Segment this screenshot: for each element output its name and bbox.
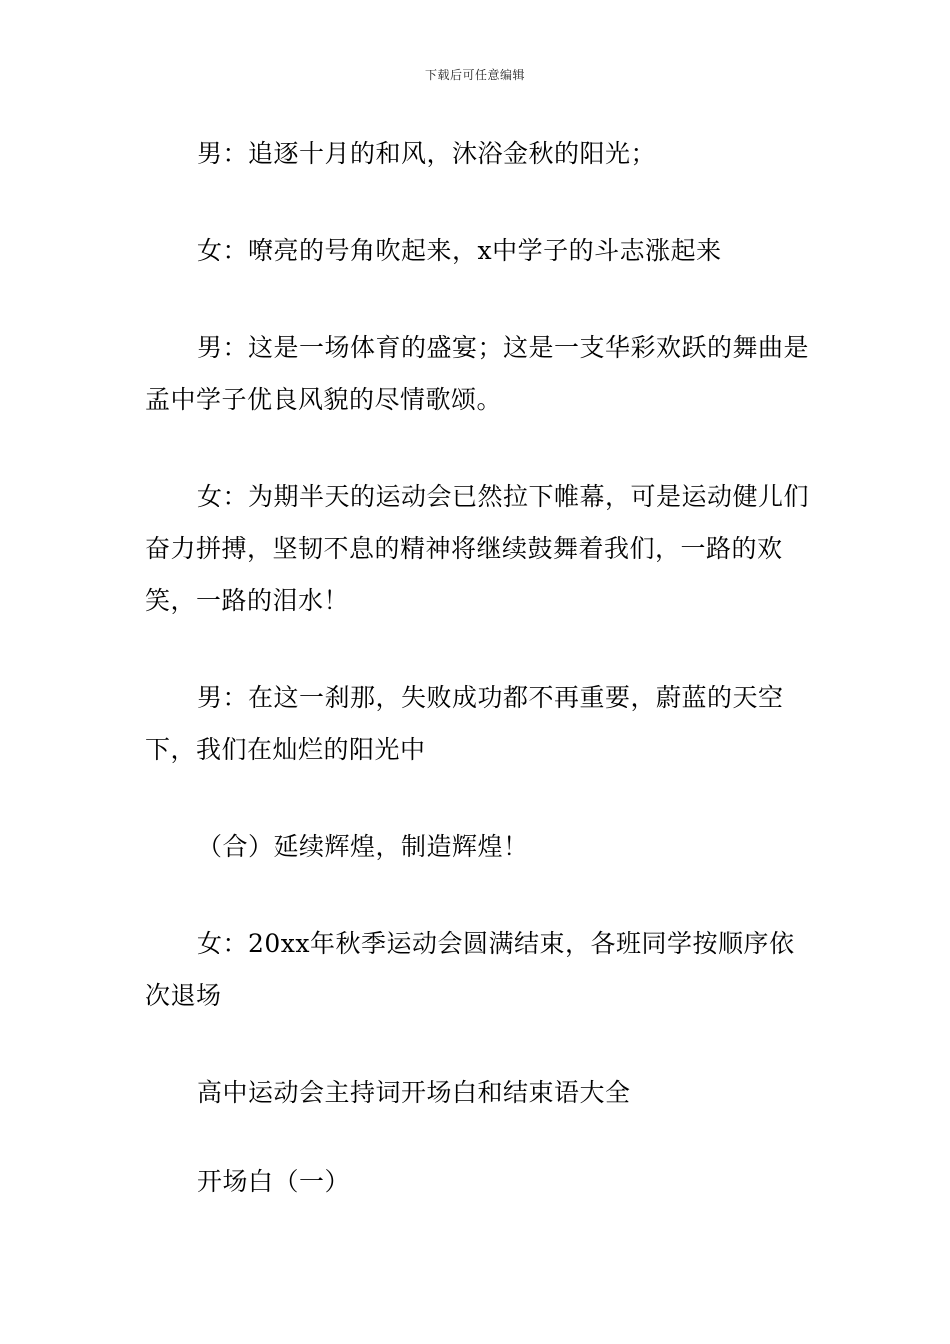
document-body — [145, 128, 810, 1208]
paragraph-4: 女：为期半天的运动会已然拉下帷幕，可是运动健儿们奋力拼搏，坚韧不息的精神将继续鼓舞着我们，一路的欢笑，一路的泪水！ — [145, 482, 810, 615]
paragraph-5: 男：在这一刹那，失败成功都不再重要，蔚蓝的天空下，我们在灿烂的阳光中 — [145, 683, 784, 764]
paragraph-3: 男：这是一场体育的盛宴；这是一支华彩欢跃的舞曲是孟中学子优良风貌的尽情歌颂。 — [145, 333, 810, 414]
paragraph-6: （合）延续辉煌，制造辉煌！ — [197, 832, 529, 861]
paragraph-1: 男：追逐十月的和风，沐浴金秋的阳光； — [197, 139, 657, 168]
paragraph-7: 女：20xx年秋季运动会圆满结束，各班同学按顺序依次退场 — [145, 929, 795, 1010]
header-note: 下载后可任意编辑 — [424, 68, 525, 82]
paragraph-2: 女：嘹亮的号角吹起来，x中学子的斗志涨起来 — [197, 236, 722, 265]
section-heading: 高中运动会主持词开场白和结束语大全 — [197, 1078, 631, 1107]
subsection-heading: 开场白（一） — [197, 1167, 351, 1196]
